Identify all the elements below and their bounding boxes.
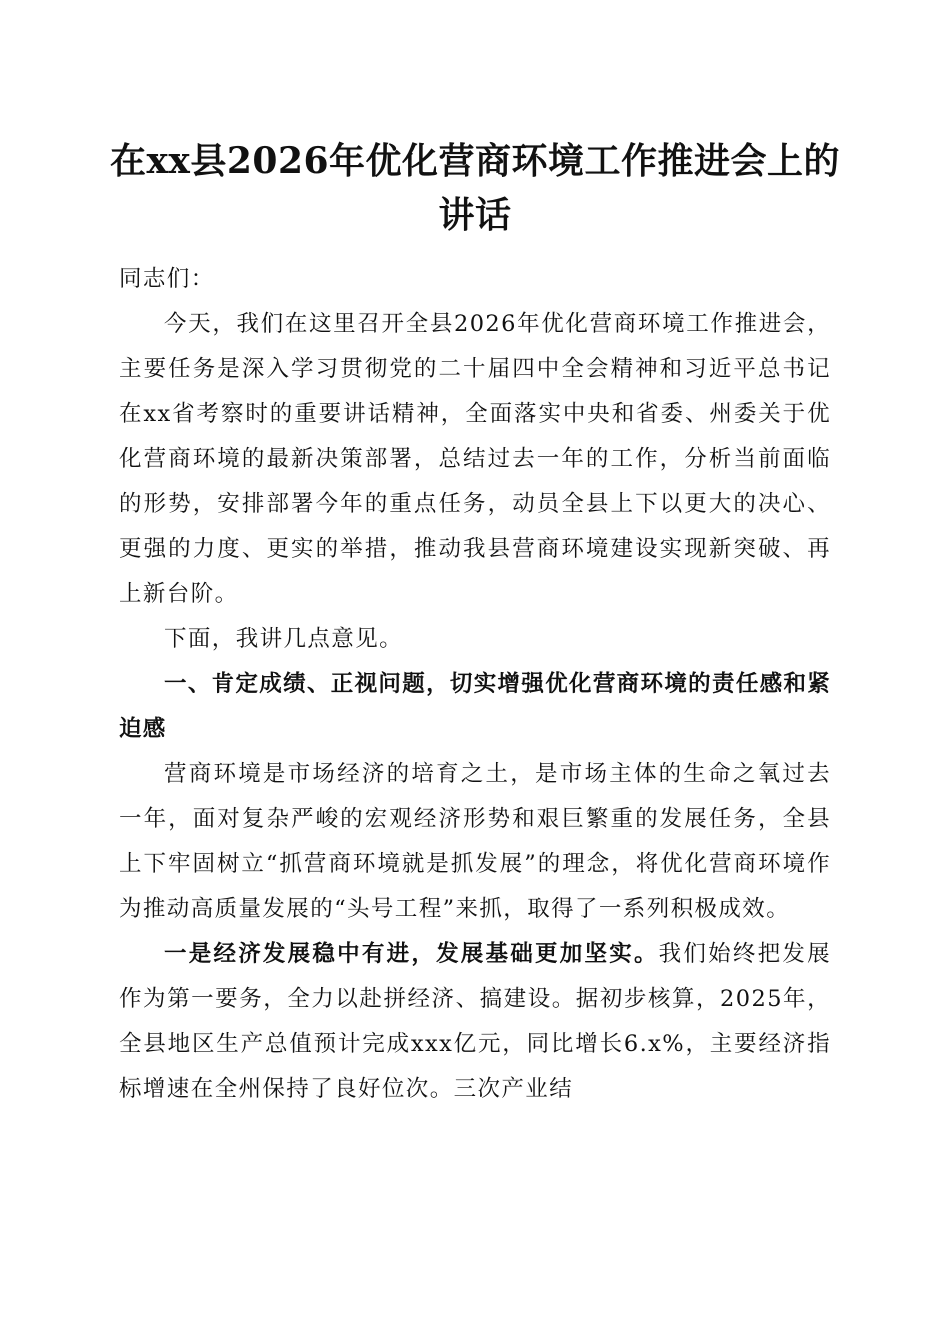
paragraph-transition: 下面，我讲几点意见。: [164, 626, 404, 652]
document-title: 在xx县2026年优化营商环境工作推进会上的讲话: [109, 140, 841, 236]
paragraph-achievements-intro: 营商环境是市场经济的培育之土，是市场主体的生命之氧过去一年，面对复杂严峻的宏观经济形势和艰巨繁重的发展任务，全县上下牢固树立“抓营商环境就是抓发展”的理念，将优化营商环境作为推动高质量发展的“头号工程”来抓，取得了一系列积极成效。: [119, 761, 831, 922]
document-body: [119, 257, 831, 1112]
section-heading-1: 一、肯定成绩、正视问题，切实增强优化营商环境的责任感和紧迫感: [119, 671, 831, 742]
paragraph-point-one: [119, 932, 831, 1112]
point-one-body: 我们始终把发展作为第一要务，全力以赴拼经济、搞建设。据初步核算，2025年，全县地区生产总值预计完成xxx亿元，同比增长6.x%，主要经济指标增速在全州保持了良好位次。三次产业结: [119, 941, 831, 1102]
paragraph-opening: 今天，我们在这里召开全县2026年优化营商环境工作推进会，主要任务是深入学习贯彻党的二十届四中全会精神和习近平总书记在xx省考察时的重要讲话精神，全面落实中央和省委、州委关于优化营商环境的最新决策部署，总结过去一年的工作，分析当前面临的形势，安排部署今年的重点任务，动员全县上下以更大的决心、更强的力度、更实的举措，推动我县营商环境建设实现新突破、再上新台阶。: [119, 311, 831, 607]
point-one-lead: 一是经济发展稳中有进，发展基础更加坚实。: [164, 941, 659, 967]
salutation: 同志们：: [119, 266, 215, 292]
